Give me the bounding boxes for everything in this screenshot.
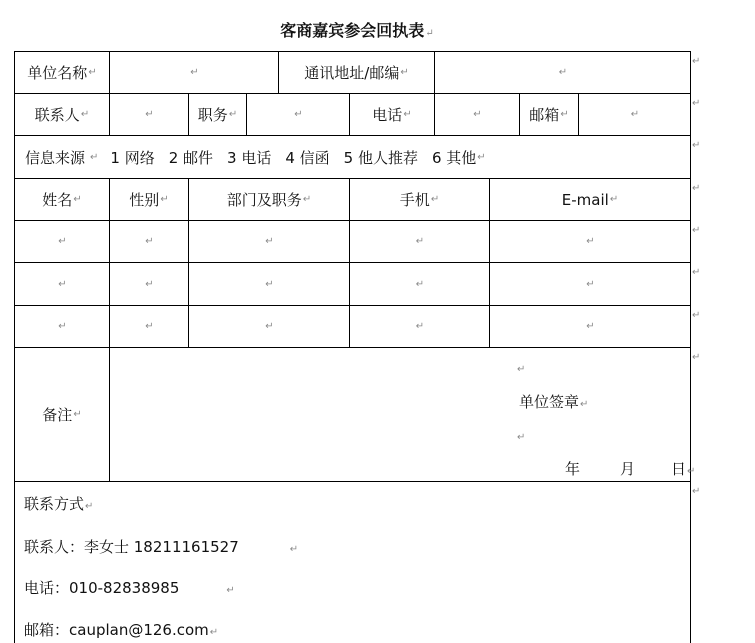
phone-label: 电话 ↵ — [372, 106, 412, 124]
attendee-gender-cell[interactable]: ↵ — [145, 278, 154, 290]
row-end-mark: ↵ — [692, 225, 701, 236]
row-end-mark: ↵ — [692, 486, 701, 497]
address-label: 通讯地址/邮编 ↵ — [304, 64, 409, 82]
attendee-gender-cell[interactable]: ↵ — [145, 236, 154, 247]
remarks-label: 备注 ↵ — [42, 406, 82, 424]
attendee-name-cell[interactable]: ↵ — [58, 236, 67, 247]
attendee-mobile-cell[interactable]: ↵ — [415, 278, 425, 290]
info-source-row: 信息来源 ↵ 1 网络 2 邮件 3 电话 4 信函 5 他人推荐 6 其他 ↵ — [25, 148, 486, 167]
position-field[interactable]: ↵ — [294, 109, 303, 120]
remarks-field[interactable]: ↵ 单位签章↵ ↵ 年 月 日↵ — [517, 364, 696, 478]
header-department: 部门及职务 ↵ — [226, 191, 312, 209]
row-end-mark: ↵ — [692, 310, 701, 321]
phone-field[interactable]: ↵ — [473, 109, 482, 120]
attendee-name-cell[interactable]: ↵ — [58, 321, 67, 332]
attendee-mobile-cell[interactable]: ↵ — [415, 321, 425, 332]
contact-email: 邮箱：cauplan@126.com↵ — [24, 621, 219, 639]
attendee-department-cell[interactable]: ↵ — [265, 236, 274, 247]
info-option-internet[interactable]: 1 网络 — [110, 148, 155, 167]
header-name: 姓名 ↵ — [42, 191, 82, 209]
date-line: 年 月 日↵ — [565, 460, 696, 478]
header-mobile: 手机 ↵ — [399, 191, 440, 209]
unit-name-label: 单位名称 ↵ — [27, 64, 97, 82]
row-end-mark: ↵ — [692, 267, 701, 278]
row-end-mark: ↵ — [692, 183, 701, 194]
header-email: E-mail ↵ — [561, 190, 619, 209]
position-label: 职务 ↵ — [197, 106, 238, 124]
contact-person: 联系人：李女士 18211161527 ↵ — [24, 538, 299, 556]
info-option-referral[interactable]: 5 他人推荐 — [343, 148, 418, 167]
seal-label: 单位签章↵ — [519, 393, 589, 411]
address-field[interactable]: ↵ — [558, 67, 568, 78]
attendee-mobile-cell[interactable]: ↵ — [415, 236, 425, 247]
attendee-department-cell[interactable]: ↵ — [265, 278, 274, 290]
contact-phone: 电话：010-82838985 ↵ — [24, 579, 235, 597]
row-end-mark: ↵ — [692, 56, 701, 67]
info-option-mail[interactable]: 2 邮件 — [168, 148, 214, 167]
info-option-other[interactable]: 6 其他 — [431, 148, 477, 167]
row-end-mark: ↵ — [692, 140, 701, 151]
info-option-phone[interactable]: 3 电话 — [227, 148, 272, 167]
attendee-email-cell[interactable]: ↵ — [586, 321, 595, 332]
attendee-email-cell[interactable]: ↵ — [586, 278, 595, 290]
contact-person-field[interactable]: ↵ — [145, 109, 154, 120]
email-field[interactable]: ↵ — [630, 109, 640, 120]
contact-heading: 联系方式↵ — [24, 495, 94, 513]
info-option-letter[interactable]: 4 信函 — [285, 148, 330, 167]
row-end-mark: ↵ — [692, 98, 701, 109]
row-end-mark: ↵ — [692, 352, 701, 363]
header-gender: 性别 ↵ — [129, 191, 169, 209]
form-title: 客商嘉宾参会回执表↵ — [280, 21, 434, 40]
attendee-email-cell[interactable]: ↵ — [586, 236, 595, 247]
attendee-department-cell[interactable]: ↵ — [265, 321, 274, 332]
info-source-label: 信息来源 — [25, 148, 86, 167]
attendee-name-cell[interactable]: ↵ — [58, 278, 67, 290]
email-label: 邮箱 ↵ — [529, 106, 569, 124]
contact-person-label: 联系人 ↵ — [34, 106, 90, 124]
attendee-gender-cell[interactable]: ↵ — [145, 321, 154, 332]
unit-name-field[interactable]: ↵ — [190, 67, 199, 78]
